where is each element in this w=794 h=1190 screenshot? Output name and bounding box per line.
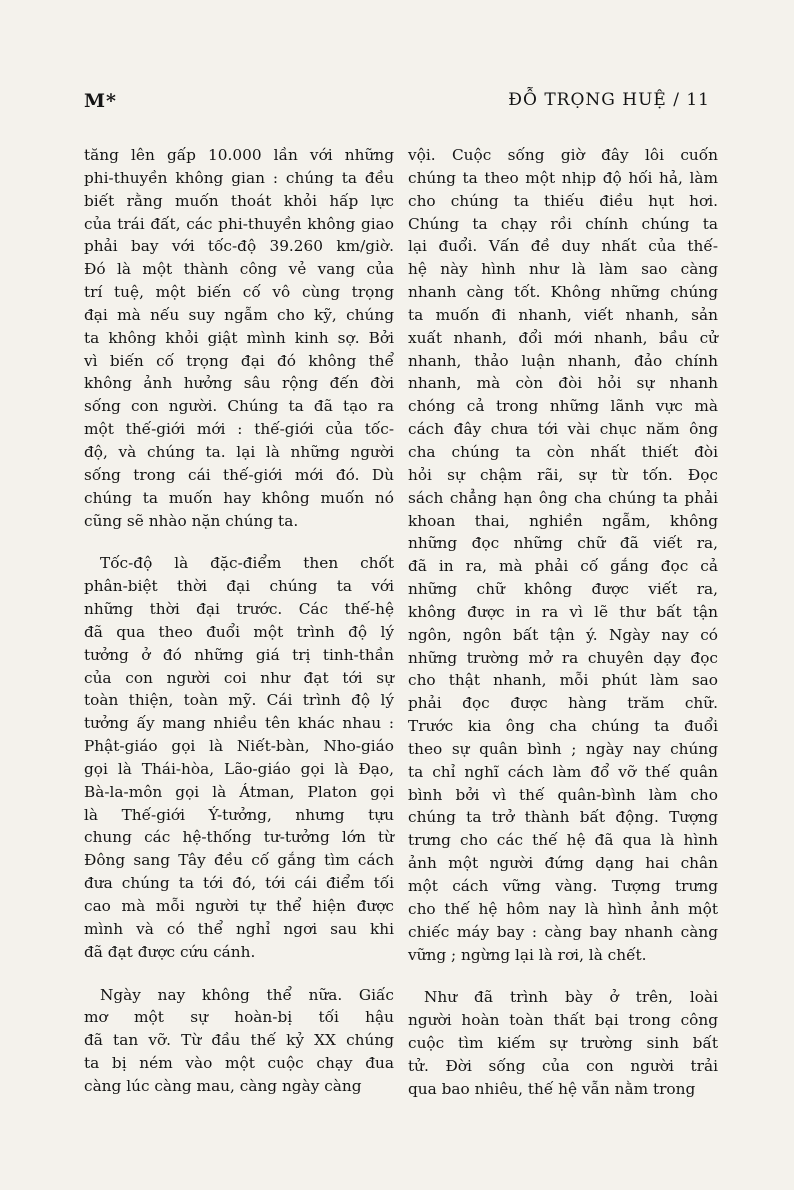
signature-mark: M* (84, 90, 117, 112)
text-line: đã in ra, mà phải cố gắng đọc cả (408, 557, 718, 576)
text-line: vững ; ngừng lại là rơi, là chết. (408, 945, 647, 964)
text-line: ta muốn đi nhanh, viết nhanh, sản (408, 305, 718, 324)
text-line: Chúng ta chạy rồi chính chúng ta (408, 214, 718, 233)
text-line: vì biến cố trọng đại đó không thể (84, 351, 394, 370)
text-line: sách chẳng hạn ông cha chúng ta phải (408, 488, 718, 507)
text-line: cách đây chưa tới vài chục năm ông (408, 420, 718, 439)
text-line: cha chúng ta còn nhất thiết đòi (408, 442, 718, 461)
text-line: cho thế hệ hôm nay là hình ảnh một (408, 899, 718, 918)
text-line: Trước kia ông cha chúng ta đuổi (408, 717, 718, 736)
text-line: phân-biệt thời đại chúng ta với (84, 577, 394, 596)
text-line: mình và có thể nghỉ ngơi sau khi (84, 919, 394, 938)
text-line: chúng ta trở thành bất động. Tượng (408, 808, 718, 827)
text-line: lại đuổi. Vấn đề duy nhất của thế- (408, 237, 718, 256)
text-line: sống con người. Chúng ta đã tạo ra (84, 397, 394, 416)
text-line: ngôn, ngôn bất tận ý. Ngày nay có (408, 625, 718, 644)
text-line: Bà-la-môn gọi là Átman, Platon gọi (84, 782, 394, 801)
text-line: ta bị ném vào một cuộc chạy đua (84, 1054, 394, 1073)
left-column (84, 144, 394, 1098)
text-line: Tốc-độ là đặc-điểm then chốt (100, 554, 394, 573)
text-line: cao mà mỗi người tự thể hiện được (84, 897, 394, 915)
text-line: qua bao nhiêu, thế hệ vẫn nằm trong (408, 1079, 696, 1098)
paragraph-gap (84, 964, 394, 984)
text-line: phi-thuyền không gian : chúng ta đều (84, 168, 394, 187)
text-line: toàn thiện, toàn mỹ. Cái trình độ lý (84, 691, 394, 710)
paragraph-gap (408, 966, 718, 986)
left-paragraph (84, 552, 394, 963)
text-line: của trái đất, các phi-thuyền không giao (84, 214, 394, 233)
text-line: chiếc máy bay : càng bay nhanh càng (408, 922, 718, 941)
text-line: xuất nhanh, đổi mới nhanh, bầu cử (408, 328, 718, 347)
text-line: độ, và chúng ta. lại là những người (84, 442, 394, 461)
text-line: tưởng ở đó những giá trị tinh-thần (84, 645, 394, 664)
running-header: ĐỖ TRỌNG HUỆ / 11 (508, 90, 710, 110)
text-line: Ngày nay không thể nữa. Giấc (100, 985, 394, 1004)
text-line: nhanh, mà còn đòi hỏi sự nhanh (408, 374, 718, 393)
text-line: Phật-giáo gọi là Niết-bàn, Nho-giáo (84, 737, 394, 756)
text-line: ảnh một người đứng dạng hai chân (408, 854, 718, 873)
text-line: phải bay với tốc-độ 39.260 km/giờ. (84, 237, 394, 256)
text-line: những trường mở ra chuyên dạy đọc (408, 648, 718, 667)
text-line: chúng ta theo một nhịp độ hối hả, làm (408, 168, 718, 187)
text-line: vội. Cuộc sống giờ đây lôi cuốn (408, 146, 718, 164)
right-paragraph (408, 986, 718, 1100)
text-line: sống trong cái thế-giới mới đó. Dù (84, 465, 394, 484)
text-line: là Thế-giới Ý-tưởng, nhưng tựu (84, 805, 394, 824)
text-line: nhanh càng tốt. Không những chúng (408, 283, 718, 302)
text-line: ta chỉ nghĩ cách làm đổ vỡ thế quân (408, 762, 718, 781)
right-paragraph (408, 144, 718, 966)
text-line: hỏi sự chậm rãi, sự từ tốn. Đọc (408, 465, 718, 484)
text-line: đã đạt được cứu cánh. (84, 942, 256, 961)
text-line: đại mà nếu suy ngẫm cho kỹ, chúng (84, 305, 394, 324)
text-line: cho chúng ta thiếu điều hụt hơi. (408, 191, 718, 210)
left-paragraph (84, 984, 394, 1098)
text-line: biết rằng muốn thoát khỏi hấp lực (84, 191, 394, 210)
text-line: mơ một sự hoàn-bị tối hậu (84, 1008, 394, 1027)
text-line: Đông sang Tây đều cố gắng tìm cách (84, 851, 394, 870)
text-line: những thời đại trước. Các thế-hệ (84, 600, 394, 619)
text-line: đưa chúng ta tới đó, tới cái điểm tối (84, 874, 394, 893)
text-line: chung các hệ-thống tư-tưởng lớn từ (84, 828, 394, 847)
right-column (408, 144, 718, 1101)
text-line: khoan thai, nghiền ngẫm, không (408, 511, 718, 530)
paragraph-gap (84, 532, 394, 552)
text-line: gọi là Thái-hòa, Lão-giáo gọi là Đạo, (84, 759, 394, 778)
text-line: những chữ không được viết ra, (408, 580, 718, 599)
text-line: ta không khỏi giật mình kinh sợ. Bởi (84, 328, 394, 347)
text-line: một thế-giới mới : thế-giới của tốc- (84, 420, 394, 439)
text-line: phải đọc được hàng trăm chữ. (408, 694, 718, 713)
text-line: tử. Đời sống của con người trải (408, 1056, 718, 1075)
text-line: tưởng ấy mang nhiều tên khác nhau : (84, 714, 394, 733)
text-line: đã tan vỡ. Từ đầu thế kỷ XX chúng (84, 1031, 394, 1050)
text-line: cũng sẽ nhào nặn chúng ta. (84, 511, 299, 530)
text-line: trưng cho các thế hệ đã qua là hình (408, 831, 718, 850)
text-line: không được in ra vì lẽ thư bất tận (408, 602, 718, 621)
text-line: những đọc những chữ đã viết ra, (408, 534, 718, 553)
text-line: người hoàn toàn thất bại trong công (408, 1011, 718, 1030)
text-line: bình bởi vì thế quân-bình làm cho (408, 785, 718, 804)
text-line: cuộc tìm kiếm sự trường sinh bất (408, 1034, 718, 1053)
text-line: trí tuệ, một biến cố vô cùng trọng (84, 283, 394, 302)
text-line: đã qua theo đuổi một trình độ lý (84, 622, 394, 641)
text-line: một cách vững vàng. Tượng trưng (408, 877, 718, 895)
text-line: hệ này hình như là làm sao càng (408, 260, 718, 279)
text-line: càng lúc càng mau, càng ngày càng (84, 1076, 362, 1095)
text-line: của con người coi như đạt tới sự (84, 668, 394, 687)
text-line: tăng lên gấp 10.000 lần với những (84, 146, 394, 164)
text-line: không ảnh hưởng sâu rộng đến đời (84, 374, 394, 393)
text-line: nhanh, thảo luận nhanh, đảo chính (408, 351, 718, 370)
left-paragraph (84, 144, 394, 532)
text-line: Như đã trình bày ở trên, loài (424, 988, 718, 1007)
text-line: theo sự quân bình ; ngày nay chúng (408, 739, 718, 758)
text-line: cho thật nhanh, mỗi phút làm sao (408, 671, 718, 690)
text-line: chúng ta muốn hay không muốn nó (84, 488, 394, 507)
text-line: chóng cả trong những lãnh vực mà (408, 397, 718, 416)
text-line: Đó là một thành công vẻ vang của (84, 260, 394, 279)
